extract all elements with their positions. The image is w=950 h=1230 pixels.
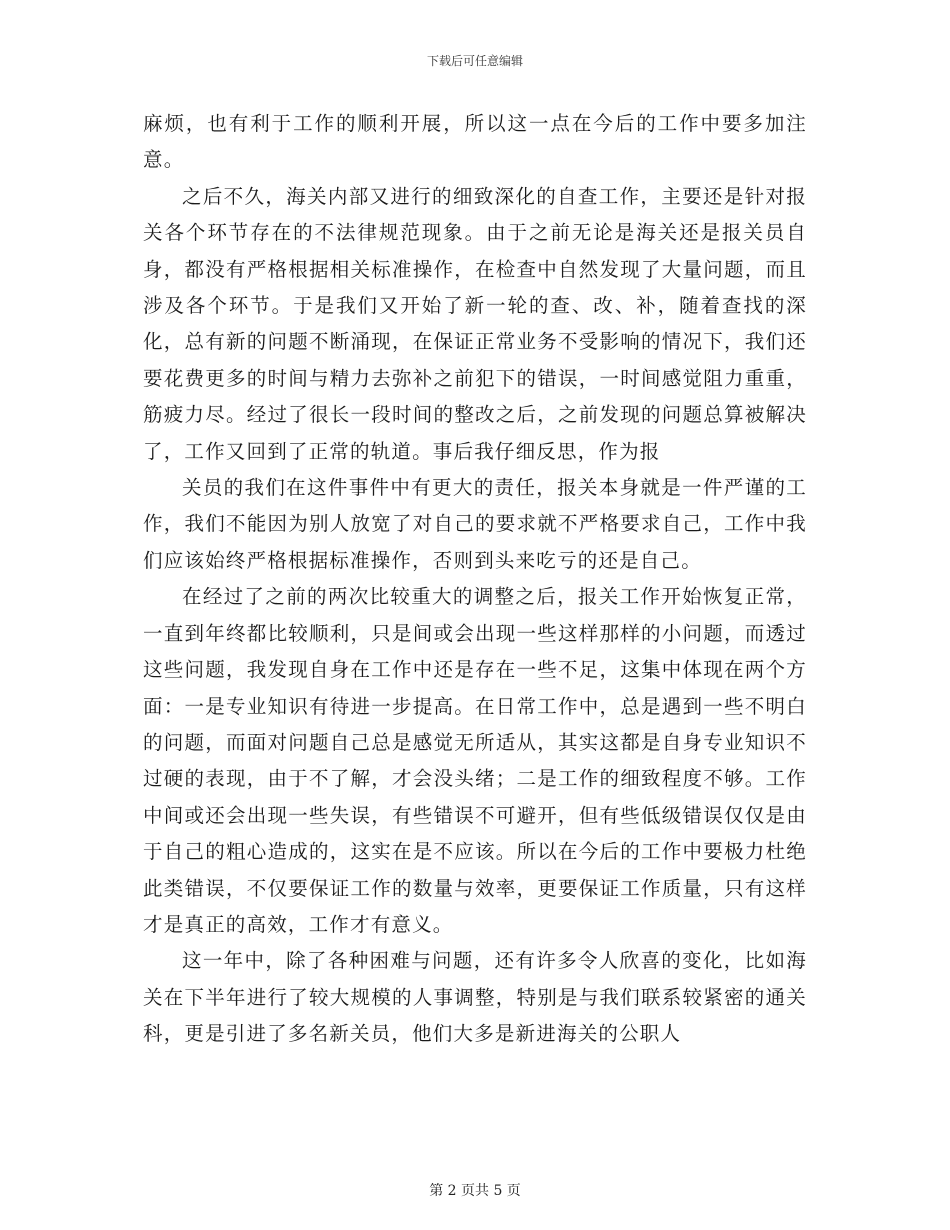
paragraph-5: 这一年中，除了各种困难与问题，还有许多令人欣喜的变化，比如海关在下半年进行了较大规模的人事调整，特别是与我们联系较紧密的通关科，更是引进了多名新关员，他们大多是新进海关的公职人 — [143, 949, 807, 1046]
document-body — [143, 106, 807, 1053]
page-header: 下载后可任意编辑 — [426, 54, 523, 68]
page-footer: 第 2 页共 5 页 — [429, 1183, 521, 1199]
paragraph-1: 麻烦，也有利于工作的顺利开展，所以这一点在今后的工作中要多加注意。 — [143, 112, 807, 172]
paragraph-3: 关员的我们在这件事件中有更大的责任，报关本身就是一件严谨的工作，我们不能因为别人放宽了对自己的要求就不严格要求自己，工作中我们应该始终严格根据标准操作，否则到头来吃亏的还是自己。 — [143, 476, 807, 572]
paragraph-4: 在经过了之前的两次比较重大的调整之后，报关工作开始恢复正常，一直到年终都比较顺利，只是间或会出现一些这样那样的小问题，而透过这些问题，我发现自身在工作中还是存在一些不足，这集中体现在两个方面：一是专业知识有待进一步提高。在日常工作中，总是遇到一些不明白的问题，而面对问题自己总是感觉无所适从，其实这都是自身专业知识不过硬的表现，由于不了解，才会没头绪；二是工作的细致程度不够。工作中间或还会出现一些失误，有些错误不可避开，但有些低级错误仅仅是由于自己的粗心造成的，这实在是不应该。所以在今后的工作中要极力杜绝此类错误，不仅要保证工作的数量与效率，更要保证工作质量，只有这样才是真正的高效，工作才有意义。 — [143, 585, 807, 936]
paragraph-2: 之后不久，海关内部又进行的细致深化的自查工作，主要还是针对报关各个环节存在的不法律规范现象。由于之前无论是海关还是报关员自身，都没有严格根据相关标准操作，在检查中自然发现了大量问题，而且涉及各个环节。于是我们又开始了新一轮的查、改、补，随着查找的深化，总有新的问题不断涌现，在保证正常业务不受影响的情况下，我们还要花费更多的时间与精力去弥补之前犯下的错误，一时间感觉阻力重重，筋疲力尽。经过了很长一段时间的整改之后，之前发现的问题总算被解决了，工作又回到了正常的轨道。事后我仔细反思，作为报 — [143, 184, 807, 463]
